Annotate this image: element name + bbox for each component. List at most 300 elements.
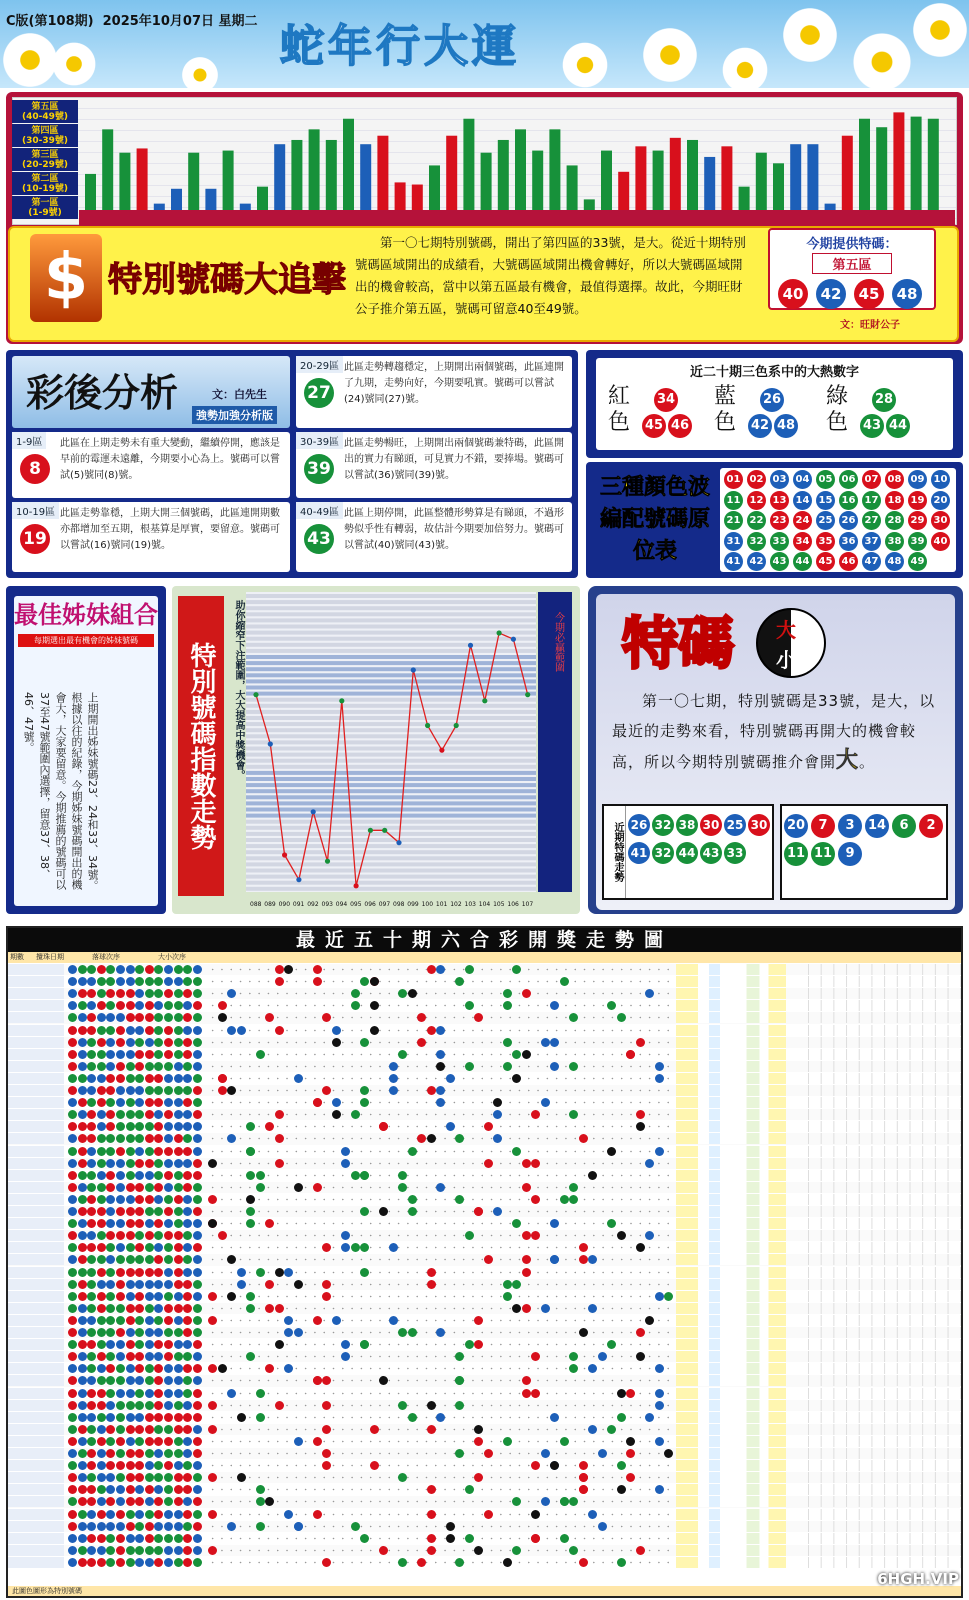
mini-ball [97, 1026, 106, 1035]
mini-ball [193, 1352, 202, 1361]
color-table-ball: 09 [908, 470, 927, 489]
row-balls-cell [68, 1000, 204, 1011]
hit-ball [256, 1389, 265, 1398]
mini-ball [68, 1558, 77, 1567]
hit-ball [579, 1255, 588, 1264]
mini-ball [183, 1389, 192, 1398]
hit-ball [455, 1401, 464, 1410]
zone-label [12, 196, 78, 219]
tema-box [596, 594, 955, 910]
mini-ball [68, 1389, 77, 1398]
hit-ball [389, 1086, 398, 1095]
mini-ball [135, 1086, 144, 1095]
tema-title: 特碼 [622, 612, 734, 677]
mini-ball [145, 1110, 154, 1119]
hit-ball [617, 1485, 626, 1494]
row-zodiac-cell [808, 1109, 961, 1120]
row-dot-grid [208, 1315, 673, 1326]
hit-ball [427, 1534, 436, 1543]
index-grid-line [246, 887, 536, 891]
mini-ball [183, 1207, 192, 1216]
mini-ball [87, 1231, 96, 1240]
mini-ball [164, 1401, 173, 1410]
mini-ball [174, 1510, 183, 1519]
hot-ball: 43 [860, 414, 884, 438]
hit-ball [588, 1510, 597, 1519]
mini-ball [145, 1013, 154, 1022]
trend-bar [85, 174, 96, 210]
mini-ball [78, 1001, 87, 1010]
hit-ball [313, 1316, 322, 1325]
mini-ball [174, 1038, 183, 1047]
table-row [8, 1521, 961, 1532]
analysis-item [296, 502, 572, 572]
mini-ball [174, 1376, 183, 1385]
hit-ball [351, 989, 360, 998]
hit-ball [322, 1292, 331, 1301]
mini-ball [164, 1437, 173, 1446]
hit-ball [332, 1038, 341, 1047]
row-dot-grid [208, 1170, 673, 1181]
mini-ball [183, 1558, 192, 1567]
mini-ball [87, 1074, 96, 1083]
mini-ball [126, 1110, 135, 1119]
mini-ball [126, 1316, 135, 1325]
row-stats-cell [676, 1521, 786, 1532]
hit-ball [579, 1134, 588, 1143]
hit-ball [446, 1534, 455, 1543]
mini-ball [106, 1461, 115, 1470]
mini-ball [126, 1485, 135, 1494]
mini-ball [164, 1376, 173, 1385]
hit-ball [503, 1001, 512, 1010]
mini-ball [97, 1534, 106, 1543]
hit-ball [579, 1461, 588, 1470]
row-zodiac-cell [808, 1533, 961, 1544]
mini-ball [183, 1255, 192, 1264]
analysis-subtitle: 強勢加強分析版 [192, 406, 277, 424]
row-label-cell [8, 1521, 64, 1532]
mini-ball [154, 1195, 163, 1204]
trend-bar [807, 144, 818, 210]
mini-ball [154, 1534, 163, 1543]
row-label-cell [8, 1484, 64, 1495]
mini-ball [126, 1207, 135, 1216]
mini-ball [97, 1304, 106, 1313]
hit-ball [218, 1364, 227, 1373]
mini-ball [193, 1207, 202, 1216]
mini-ball [78, 1497, 87, 1506]
mini-ball [116, 1013, 125, 1022]
mini-ball [164, 1183, 173, 1192]
trend-bar [223, 151, 234, 210]
row-balls-cell [68, 1230, 204, 1241]
index-point [497, 630, 502, 635]
color-table-grid [720, 468, 956, 572]
mini-ball [87, 1389, 96, 1398]
row-dot-grid [208, 1206, 673, 1217]
hit-ball [284, 1510, 293, 1519]
row-label-cell [8, 1230, 64, 1241]
mini-ball [68, 1364, 77, 1373]
index-point [339, 698, 344, 703]
mini-ball [145, 1425, 154, 1434]
row-zodiac-cell [808, 1254, 961, 1265]
row-balls-cell [68, 1509, 204, 1520]
mini-ball [106, 1038, 115, 1047]
mini-ball [145, 1086, 154, 1095]
mini-ball [164, 1316, 173, 1325]
mini-ball [183, 1013, 192, 1022]
mini-ball [126, 1098, 135, 1107]
hit-ball [208, 1195, 217, 1204]
mini-ball [97, 1038, 106, 1047]
row-zodiac-cell [808, 1436, 961, 1447]
mini-ball [145, 1195, 154, 1204]
mini-ball [193, 1558, 202, 1567]
mini-ball [145, 1522, 154, 1531]
mini-ball [135, 1473, 144, 1482]
hit-ball [246, 1207, 255, 1216]
mini-ball [78, 1449, 87, 1458]
index-x-tick: 094 [335, 901, 348, 908]
row-stats-cell [676, 1400, 786, 1411]
hit-ball [408, 1328, 417, 1337]
color-table-ball: 46 [839, 552, 858, 571]
table-row [8, 1472, 961, 1483]
mini-ball [126, 1219, 135, 1228]
mini-ball [97, 1134, 106, 1143]
mini-ball [97, 1122, 106, 1131]
hdr-size: 大小次序 [158, 953, 186, 961]
zone-range: (40-49號) [21, 112, 68, 122]
mini-ball [164, 1122, 173, 1131]
row-balls-cell [68, 1133, 204, 1144]
mini-ball [164, 977, 173, 986]
mini-ball [174, 1110, 183, 1119]
hit-ball [588, 1171, 597, 1180]
mini-ball [78, 1086, 87, 1095]
row-stats-cell [676, 1460, 786, 1471]
row-label-cell [8, 976, 64, 987]
table-row [8, 1291, 961, 1302]
color-table-ball: 27 [862, 511, 881, 530]
row-stats-cell [676, 1363, 786, 1374]
color-table-ball: 49 [908, 552, 927, 571]
mini-ball [174, 1473, 183, 1482]
row-label-cell [8, 1327, 64, 1338]
mini-ball [97, 1171, 106, 1180]
hit-ball [436, 1026, 445, 1035]
flower-icon [850, 30, 914, 88]
mini-ball [193, 1461, 202, 1470]
mini-ball [135, 1364, 144, 1373]
zone-name: 第四區 [31, 126, 59, 136]
tema-small-box [780, 804, 948, 900]
mini-ball [68, 1497, 77, 1506]
issue-info: C版(第108期) 2025年10月07日 星期二 [6, 14, 258, 29]
mini-ball [193, 1364, 202, 1373]
mini-ball [164, 1461, 173, 1470]
row-zodiac-cell [808, 1218, 961, 1229]
mini-ball [164, 1292, 173, 1301]
row-zodiac-cell [808, 1557, 961, 1568]
mini-ball [68, 1255, 77, 1264]
hit-ball [560, 1534, 569, 1543]
mini-ball [135, 1038, 144, 1047]
row-stats-cell [676, 1254, 786, 1265]
mini-ball [87, 1510, 96, 1519]
mini-ball [193, 1171, 202, 1180]
trend-bar [911, 117, 922, 210]
trend-bar [653, 151, 664, 210]
hit-ball [322, 1401, 331, 1410]
sisters-subtitle: 每期選出最有機會的姊妹號碼 [18, 634, 154, 647]
trend-bar [687, 140, 698, 210]
header-banner [0, 0, 969, 88]
hit-ball [389, 1074, 398, 1083]
mini-ball [97, 965, 106, 974]
recommend-box [768, 228, 936, 310]
mini-ball [68, 1122, 77, 1131]
table-row [8, 1533, 961, 1544]
color-table-ball: 12 [747, 491, 766, 510]
index-x-tick: 092 [307, 901, 319, 908]
row-balls-cell [68, 1206, 204, 1217]
mini-ball [154, 1122, 163, 1131]
index-point [368, 828, 373, 833]
color-table-ball: 48 [885, 552, 904, 571]
trend-bar [412, 185, 423, 210]
mini-ball [97, 1098, 106, 1107]
hit-ball [436, 1062, 445, 1071]
hot-ball: 45 [642, 414, 666, 438]
mini-ball [193, 989, 202, 998]
tema-recent-label: 近期特碼走勢 [604, 806, 626, 898]
mini-ball [193, 1231, 202, 1240]
trend-bar [756, 153, 767, 210]
mini-ball [97, 1328, 106, 1337]
mini-ball [135, 1207, 144, 1216]
row-stats-cell [676, 1133, 786, 1144]
mini-ball [193, 1280, 202, 1289]
hit-ball [636, 1038, 645, 1047]
row-zodiac-cell [808, 1472, 961, 1483]
mini-ball [78, 1413, 87, 1422]
mini-ball [164, 1280, 173, 1289]
mini-ball [154, 1159, 163, 1168]
flower-icon [180, 55, 220, 88]
mini-ball [154, 1437, 163, 1446]
index-x-tick: 091 [292, 901, 305, 908]
mini-ball [174, 1086, 183, 1095]
mini-ball [183, 1437, 192, 1446]
mini-ball [126, 1437, 135, 1446]
mini-ball [135, 1110, 144, 1119]
mini-ball [183, 965, 192, 974]
mini-ball [126, 1134, 135, 1143]
hit-ball [607, 1425, 616, 1434]
mini-ball [97, 1219, 106, 1228]
table-row [8, 1109, 961, 1120]
hit-ball [360, 1268, 369, 1277]
mini-ball [183, 1171, 192, 1180]
row-label-cell [8, 1025, 64, 1036]
row-balls-cell [68, 1315, 204, 1326]
hit-ball [569, 1195, 578, 1204]
mini-ball [174, 1328, 183, 1337]
mini-ball [174, 1389, 183, 1398]
trend-bar [721, 146, 732, 210]
mini-ball [78, 1522, 87, 1531]
hit-ball [531, 1389, 540, 1398]
hit-ball [617, 1389, 626, 1398]
zone-name: 第三區 [31, 150, 59, 160]
mini-ball [154, 1340, 163, 1349]
hit-ball [522, 1231, 531, 1240]
mini-ball [183, 1050, 192, 1059]
row-label-cell [8, 1242, 64, 1253]
mini-ball [183, 1352, 192, 1361]
mini-ball [154, 1062, 163, 1071]
table-row [8, 1121, 961, 1132]
mini-ball [68, 1110, 77, 1119]
mini-ball [174, 1050, 183, 1059]
hit-ball [626, 1449, 635, 1458]
mini-ball [183, 1292, 192, 1301]
mini-ball [174, 1292, 183, 1301]
mini-ball [97, 1461, 106, 1470]
hit-ball [655, 1292, 664, 1301]
color-table-ball: 45 [816, 552, 835, 571]
hit-ball [655, 1389, 664, 1398]
row-stats-cell [676, 1242, 786, 1253]
index-grid-line [246, 838, 536, 842]
mini-ball [193, 1013, 202, 1022]
row-balls-cell [68, 1097, 204, 1108]
hit-ball [398, 1050, 407, 1059]
hot-color-label: 紅色 [608, 384, 631, 435]
mini-ball [174, 1268, 183, 1277]
mini-ball [174, 1013, 183, 1022]
tema-big-ball: 25 [724, 814, 746, 836]
row-balls-cell [68, 1496, 204, 1507]
index-grid-line [246, 722, 536, 726]
mini-ball [78, 1558, 87, 1567]
mini-ball [78, 1026, 87, 1035]
mini-ball [97, 1425, 106, 1434]
mini-ball [164, 1098, 173, 1107]
row-label-cell [8, 1412, 64, 1423]
mini-ball [193, 1219, 202, 1228]
row-zodiac-cell [808, 976, 961, 987]
table-row [8, 1315, 961, 1326]
mini-ball [164, 1473, 173, 1482]
mini-ball [78, 1038, 87, 1047]
row-zodiac-cell [808, 1146, 961, 1157]
index-grid-line [246, 679, 536, 683]
row-zodiac-cell [808, 1000, 961, 1011]
sisters-box [14, 596, 158, 906]
analysis-title-box [12, 356, 290, 428]
mini-ball [164, 1026, 173, 1035]
row-label-cell [8, 1303, 64, 1314]
mini-ball [145, 1098, 154, 1107]
hit-ball [427, 1280, 436, 1289]
mini-ball [135, 1376, 144, 1385]
mini-ball [106, 1001, 115, 1010]
row-balls-cell [68, 1194, 204, 1205]
index-x-tick: 090 [278, 901, 291, 908]
trend-bar [326, 140, 337, 210]
row-dot-grid [208, 1545, 673, 1556]
mini-ball [154, 1304, 163, 1313]
mini-ball [164, 1546, 173, 1555]
analysis-number: 27 [304, 378, 334, 408]
mini-ball [135, 1147, 144, 1156]
color-table-title: 三種顏色波編配號碼原位表 [599, 475, 710, 564]
mini-ball [164, 1195, 173, 1204]
row-stats-cell [676, 1206, 786, 1217]
mini-ball [154, 1485, 163, 1494]
hit-ball [370, 1001, 379, 1010]
mini-ball [87, 1304, 96, 1313]
mini-ball [126, 1268, 135, 1277]
hit-ball [313, 965, 322, 974]
mini-ball [68, 1183, 77, 1192]
mini-ball [126, 1086, 135, 1095]
mini-ball [87, 1280, 96, 1289]
index-point [354, 883, 359, 888]
mini-ball [78, 1074, 87, 1083]
color-table-ball: 07 [862, 470, 881, 489]
mini-ball [87, 1134, 96, 1143]
mini-ball [87, 1062, 96, 1071]
row-balls-cell [68, 1037, 204, 1048]
mini-ball [106, 1013, 115, 1022]
row-stats-cell [676, 1073, 786, 1084]
mini-ball [135, 1425, 144, 1434]
mini-ball [174, 1316, 183, 1325]
mini-ball [116, 1376, 125, 1385]
table-row [8, 1230, 961, 1241]
hit-ball [617, 1558, 626, 1567]
mini-ball [78, 1147, 87, 1156]
index-x-tick: 098 [393, 901, 405, 908]
hit-ball [664, 1449, 673, 1458]
index-grid-line [246, 716, 536, 720]
row-balls-cell [68, 1375, 204, 1386]
hit-ball [636, 1328, 645, 1337]
mini-ball [126, 1510, 135, 1519]
mini-ball [78, 1292, 87, 1301]
row-label-cell [8, 1170, 64, 1181]
mini-ball [78, 1534, 87, 1543]
index-point [525, 692, 530, 697]
mini-ball [154, 1328, 163, 1337]
mini-ball [193, 977, 202, 986]
color-table-ball: 05 [816, 470, 835, 489]
table-row [8, 1545, 961, 1556]
hit-ball [398, 1328, 407, 1337]
mini-ball [97, 1243, 106, 1252]
hit-ball [351, 1110, 360, 1119]
results-table [6, 926, 963, 1598]
row-stats-cell [676, 1109, 786, 1120]
mini-ball [126, 1122, 135, 1131]
mini-ball [183, 1534, 192, 1543]
color-table-ball: 34 [793, 532, 812, 551]
